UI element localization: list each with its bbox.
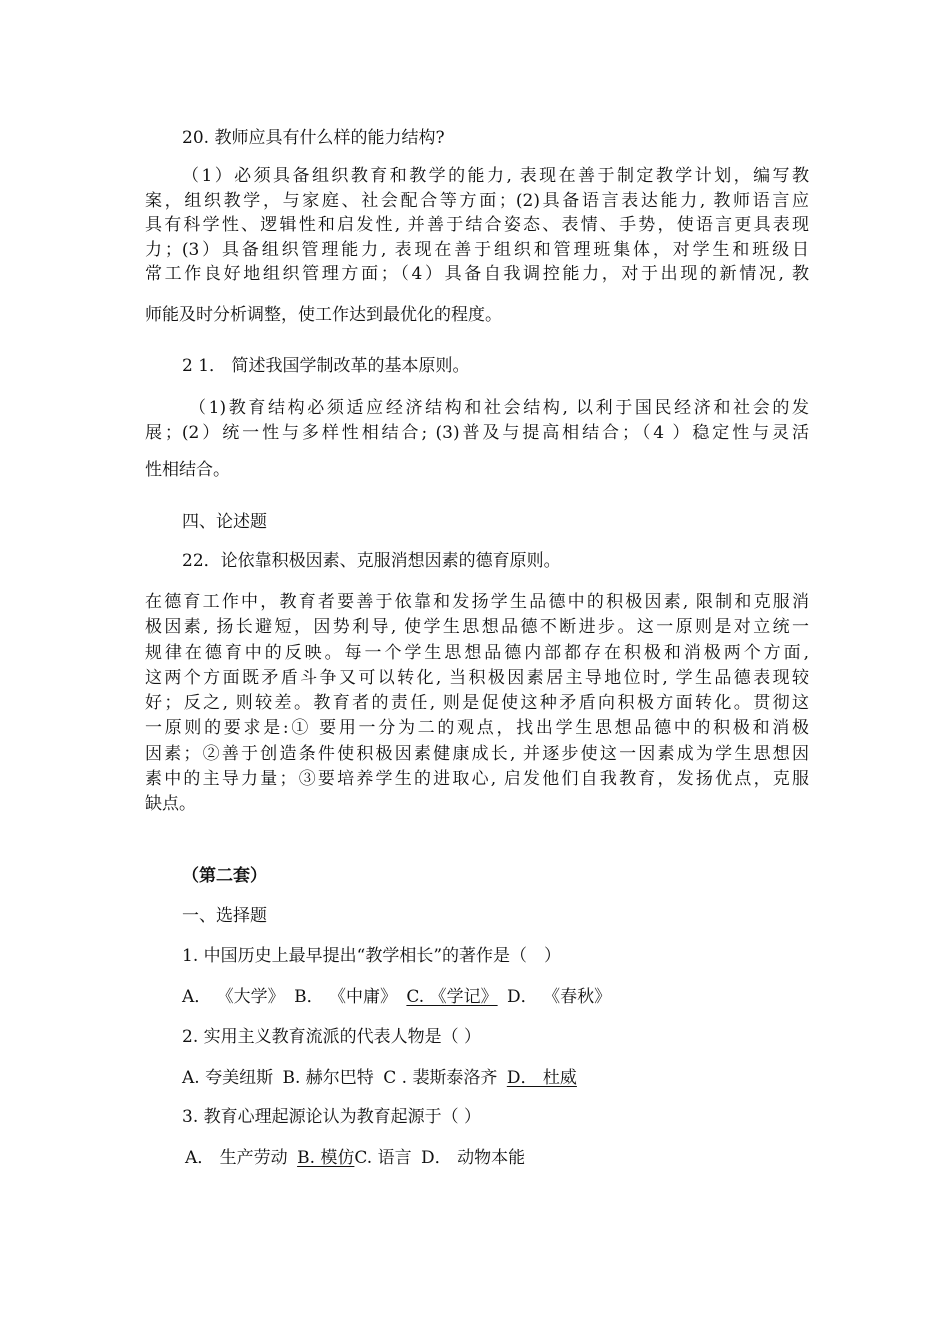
option-d: D． 动物本能 [421, 1148, 526, 1168]
set2-section1-heading: 一、选择题 [182, 906, 267, 926]
q20-answer-line: 具有科学性、逻辑性和启发性, 并善于结合姿态、表情、手势，使语言更具表现 [145, 215, 809, 235]
section4-heading: 四、论述题 [182, 512, 267, 532]
q22-title: 22．论依靠积极因素、克服消想因素的德育原则。 [182, 551, 561, 571]
q22-answer-line: 素中的主导力量；③要培养学生的进取心, 启发他们自我教育，发扬优点，克服 [145, 769, 809, 790]
set2-q1-options [182, 985, 615, 1009]
q21-answer-line: （1)教育结构必须适应经济结构和社会结构, 以利于国民经济和社会的发 [189, 398, 809, 418]
option-a: A. 夸美纽斯 [182, 1068, 274, 1088]
option-c-correct: C. 《学记》 [406, 987, 498, 1007]
q22-answer-line: 好；反之, 则较差。教育者的责任, 则是促使这种矛盾向积极方面转化。贯彻这 [145, 693, 809, 714]
option-b-correct: B. 模仿 [297, 1148, 355, 1168]
q22-answer-line: 缺点。 [145, 794, 196, 815]
q21-answer-line: 展；(2）统一性与多样性相结合; (3)普及与提高相结合；（4 ）稳定性与灵活 [145, 422, 809, 443]
option-a: A． 《大学》 [182, 987, 285, 1007]
q22-answer-line: 规律在德育中的反映。每一个学生思想品德内部都存在积极和消极两个方面, [145, 642, 809, 663]
option-b: B． 《中庸》 [294, 987, 397, 1007]
q20-answer [145, 164, 809, 287]
set2-q3-options [185, 1146, 529, 1170]
q22-answer-line: 在德育工作中，教育者要善于依靠和发扬学生品德中的积极因素, 限制和克服消 [145, 592, 809, 612]
q22-answer [145, 590, 809, 818]
q20-answer-line: 力；(3）具备组织管理能力, 表现在善于组织和管理班集体，对学生和班级日 [145, 239, 809, 260]
option-b: B. 赫尔巴特 [282, 1068, 374, 1088]
set2-q2-stem: 2. 实用主义教育流派的代表人物是（ ） [182, 1027, 482, 1047]
option-d: D． 《春秋》 [507, 987, 612, 1007]
option-d-correct: D． 杜威 [506, 1068, 577, 1088]
q20-title: 20. 教师应具有什么样的能力结构? [182, 128, 445, 148]
set2-q3-stem: 3. 教育心理起源论认为教育起源于（ ） [182, 1107, 482, 1127]
q22-answer-line: 一原则的要求是:① 要用一分为二的观点，找出学生思想品德中的积极和消极 [145, 718, 809, 739]
q20-answer-line: （1）必须具备组织教育和教学的能力, 表现在善于制定教学计划，编写教 [182, 166, 809, 186]
q20-answer-tail: 师能及时分析调整，使工作达到最优化的程度。 [145, 305, 502, 325]
set2-q1-stem: 1. 中国历史上最早提出“教学相长”的著作是（ ） [182, 946, 562, 966]
option-c: C . 裴斯泰洛齐 [383, 1068, 498, 1088]
q21-answer [145, 396, 809, 445]
option-c: C. 语言 [354, 1148, 412, 1168]
q21-title: 2 1． 简述我国学制改革的基本原则。 [182, 356, 470, 376]
q22-answer-line: 因素；②善于创造条件使积极因素健康成长, 并逐步使这一因素成为学生思想因 [145, 743, 809, 764]
q21-answer-tail: 性相结合。 [145, 460, 230, 480]
q22-answer-line: 极因素, 扬长避短，因势利导, 使学生思想品德不断进步。这一原则是对立统一 [145, 617, 809, 638]
q22-answer-line: 这两个方面既矛盾斗争又可以转化, 当积极因素居主导地位时, 学生品德表现较 [145, 667, 809, 688]
option-a: A． 生产劳动 [185, 1148, 288, 1168]
q20-answer-line: 常工作良好地组织管理方面；（4）具备自我调控能力，对于出现的新情况, 教 [145, 264, 809, 284]
set2-heading: （第二套） [182, 866, 267, 886]
q20-answer-line: 案，组织教学，与家庭、社会配合等方面；(2)具备语言表达能力, 教师语言应 [145, 190, 809, 211]
set2-q2-options [182, 1066, 581, 1090]
